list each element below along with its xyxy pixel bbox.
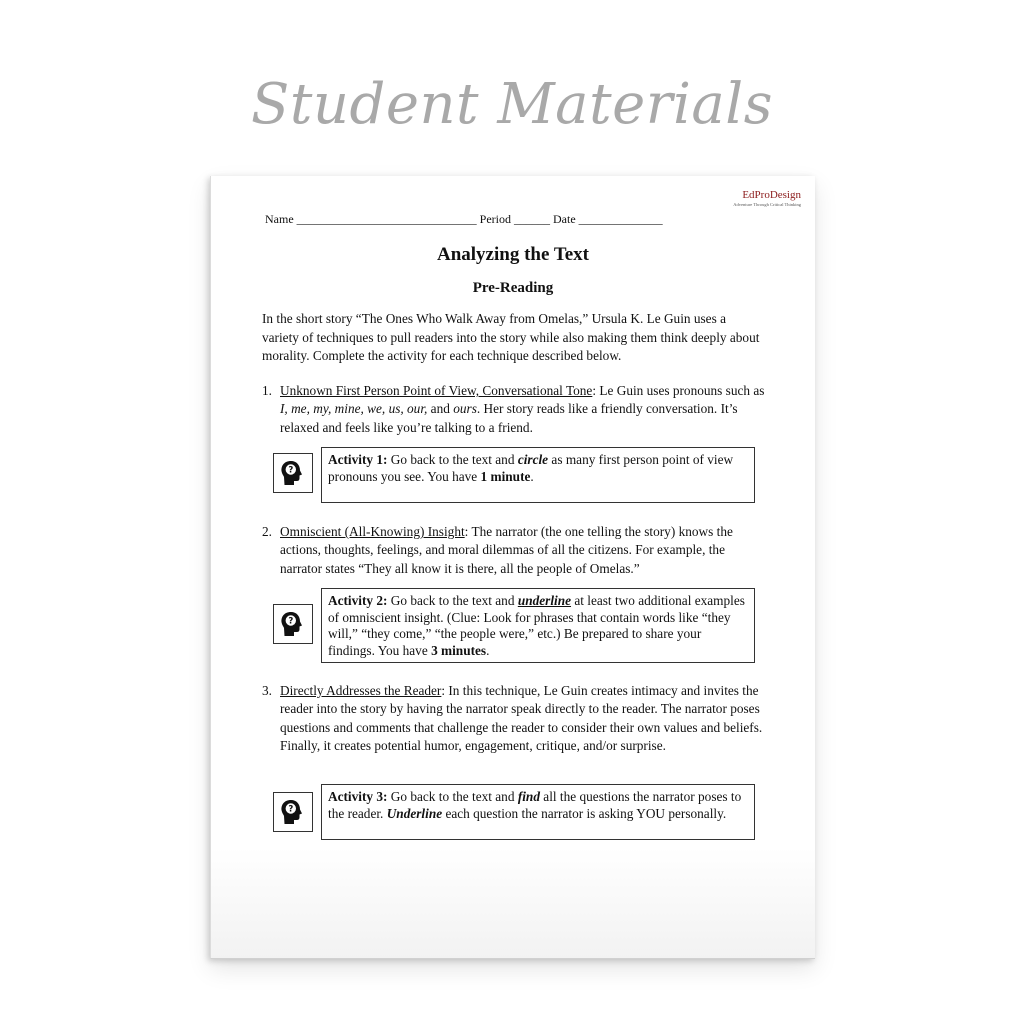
- pronoun-last: ours: [453, 401, 477, 417]
- date-label: Date: [553, 212, 576, 226]
- activity-1-box: [321, 447, 755, 503]
- activity-text: all the questions the narrator poses to the reader.: [328, 789, 742, 821]
- activity-keyword: Underline: [386, 805, 443, 821]
- activity-text: Go back to the text and: [387, 452, 518, 467]
- technique-text: [280, 523, 767, 578]
- technique-text: [280, 682, 767, 755]
- activity-time: 1 minute: [480, 468, 531, 484]
- svg-text:?: ?: [288, 465, 294, 476]
- svg-text:?: ?: [288, 804, 294, 815]
- technique-desc: and: [427, 401, 454, 417]
- brand-tagline: Adventure Through Critical Thinking: [733, 202, 801, 207]
- activity-text: each question the narrator is asking YOU personally.: [442, 805, 727, 821]
- activity-label: Activity 1:: [328, 452, 388, 467]
- technique-desc: : In this technique, Le Guin creates intimacy and invites the reader into the story by having the narrator speak directly to the reader. The narrator poses questions and comments that challenge the reader to consider their own values and beliefs. Finally, it creates potential humor, engagement, critique, and/or surprise.: [280, 683, 763, 753]
- technique-text: [280, 382, 767, 437]
- technique-desc: : The narrator (the one telling the story) knows the actions, thoughts, feelings, and moral dilemmas of all the citizens. For example, the narrator states “They all know it is there, all the people of Omelas.”: [280, 524, 733, 576]
- worksheet-page: [210, 176, 815, 959]
- technique-number: 3.: [262, 683, 272, 698]
- page-subtitle: Pre-Reading: [472, 280, 554, 296]
- banner-title: Student Materials: [251, 72, 773, 137]
- date-blank: ______________: [578, 212, 663, 226]
- page-shading: [211, 848, 815, 958]
- activity-time: 3 minutes: [431, 642, 487, 658]
- activity-text: .: [530, 468, 534, 484]
- head-question-icon: [273, 453, 313, 493]
- name-period-date-line: [265, 212, 663, 227]
- head-question-icon: [273, 604, 313, 644]
- period-blank: ______: [514, 212, 550, 226]
- technique-1: [262, 382, 767, 437]
- activity-text: Go back to the text and: [387, 593, 518, 608]
- intro-paragraph: In the short story “The Ones Who Walk Away from Omelas,” Ursula K. Le Guin uses a variety of techniques to pull readers into the story while also making them think deeply about morality. Complete the activity for each technique described below.: [262, 311, 760, 363]
- page-title: Analyzing the Text: [436, 244, 590, 265]
- activity-label: Activity 2:: [328, 593, 388, 608]
- activity-text: at least two additional examples of omniscient insight. (Clue: Look for phrases that contain words like “they will,” “they come,” “the people were,” etc.) Be prepared to share your findings. You have: [328, 593, 745, 658]
- activity-text: Go back to the text and: [387, 789, 518, 804]
- activity-label: Activity 3:: [328, 789, 388, 804]
- head-question-icon: [273, 792, 313, 832]
- technique-number: 1.: [262, 383, 272, 398]
- activity-text: .: [486, 642, 490, 658]
- brand-logo: [733, 190, 801, 208]
- pronoun-list: I, me, my, mine, we, us, our,: [280, 401, 428, 417]
- activity-2-box: [321, 588, 755, 663]
- technique-name: Omniscient (All-Knowing) Insight: [280, 524, 465, 539]
- svg-text:?: ?: [288, 616, 294, 627]
- technique-2: [262, 523, 767, 578]
- activity-keyword: find: [517, 789, 540, 804]
- technique-name: Unknown First Person Point of View, Conversational Tone: [280, 383, 593, 398]
- technique-number: 2.: [262, 524, 272, 539]
- activity-keyword: underline: [517, 593, 572, 608]
- activity-keyword: circle: [517, 452, 549, 467]
- name-label: Name: [265, 212, 294, 226]
- technique-name: Directly Addresses the Reader: [280, 683, 442, 698]
- brand-name: EdProDesign: [742, 189, 801, 201]
- period-label: Period: [479, 212, 511, 226]
- technique-3: [262, 682, 767, 755]
- activity-3-box: [321, 784, 755, 840]
- technique-desc: . Her story reads like a friendly conversation. It’s relaxed and feels like you’re talking to a friend.: [280, 401, 738, 435]
- activity-text: as many first person point of view pronouns you see. You have: [328, 452, 734, 484]
- technique-desc: : Le Guin uses pronouns such as: [592, 383, 765, 398]
- name-blank: ______________________________: [296, 212, 477, 226]
